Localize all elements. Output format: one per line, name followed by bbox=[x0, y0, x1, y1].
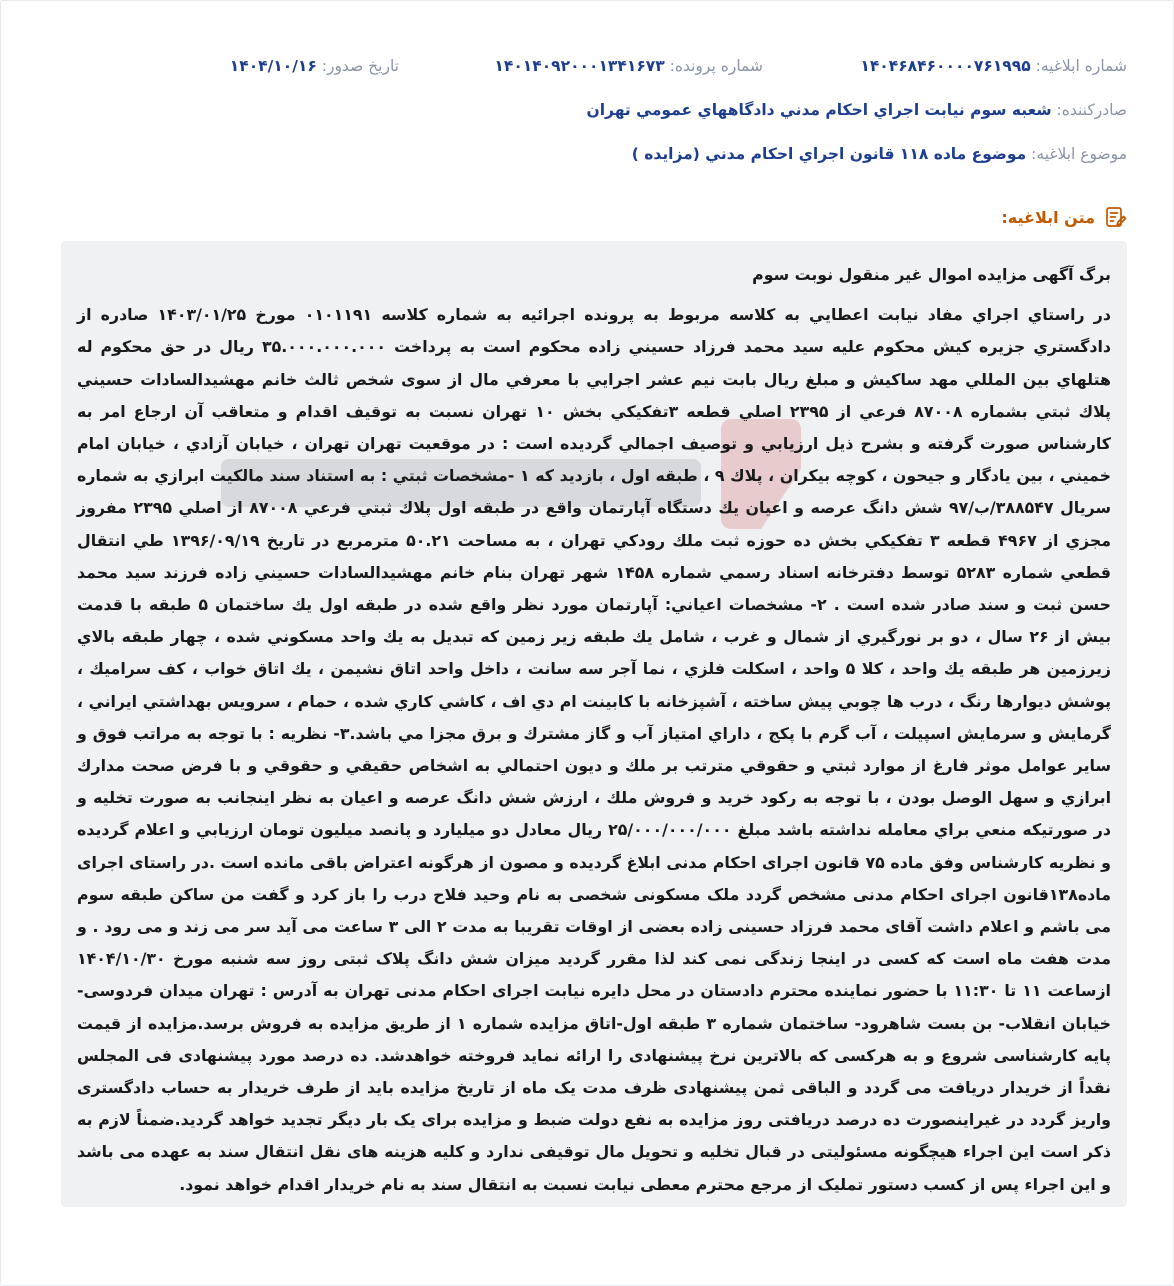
issuer-line bbox=[587, 101, 1127, 119]
case-number-label: شماره پرونده: bbox=[669, 57, 763, 75]
notice-paragraph: در راستاي اجراي مفاد نيابت اعطايي به كلاسه مربوط به پرونده اجرائيه به شماره كلاسه ۰۱۰۱۱۹۱ مورخ ۱۴۰۳/۰۱/۲۵ صادره از دادگستري جزيره كيش محكوم عليه سيد محمد فرزاد حسيني زاده محكوم است به پرداخت ۳۵.۰۰۰.۰۰۰.۰۰۰ ريال در حق محكوم له هتلهاي بين المللي مهد ساكيش و مبلغ ريال بابت نيم عشر اجرايي با معرفي مال از سوی شخص ثالث خانم مهشيدالسادات حسيني پلاك ثبتي بشماره ۸۷۰۰۸ فرعي از ۲۳۹۵ اصلي قطعه ۳تفكيكي بخش ۱۰ تهران نسبت به توقيف اقدام و متعاقب آن ارجاع امر به كارشناس صورت گرفته و بشرح ذيل ارزيابي و توصيف اجمالي گرديده است : در موقعيت تهران تهران ، خيابان آزادي ، خيابان امام خميني ، بين يادگار و جيحون ، كوچه بيكران ، پلاك ۹ ، طبقه اول ، بازديد كه ۱ -مشخصات ثبتي : به استناد سند مالكيت ابرازي به شماره سريال ۳۸۸۵۴۷/ب/۹۷ شش دانگ عرصه و اعيان يك دستگاه آپارتمان واقع در طبقه اول پلاك ثبتي فرعي ۸۷۰۰۸ از اصلي ۲۳۹۵ مفروز مجزي از ۴۹۶۷ قطعه ۳ تفكيكي بخش ده حوزه ثبت ملك رودكي تهران ، به مساحت ۵۰.۲۱ مترمربع در تاريخ ۱۳۹۶/۰۹/۱۹ طي انتقال قطعي شماره ۵۲۸۳ توسط دفترخانه اسناد رسمي شماره ۱۴۵۸ شهر تهران بنام خانم مهشيدالسادات حسيني زاده فرزند سيد محمد حسن ثبت و سند صادر شده است . ۲- مشخصات اعياني: آپارتمان مورد نظر واقع شده در طبقه اول يك ساختمان ۵ طبقه با قدمت بيش از ۲۶ سال ، دو بر نورگيري از شمال و غرب ، شامل يك طبقه زير زمين كه تبديل به يك واحد مسكوني شده ، چهار طبقه بالاي زيرزمين هر طبقه يك واحد ، كلا ۵ واحد ، اسكلت فلزي ، نما آجر سه سانت ، داخل واحد اتاق نشيمن ، يك اتاق خواب ، كف سراميك ، پوشش ديوارها رنگ ، درب ها چوبي پيش ساخته ، آشپزخانه با كابينت ام دي اف ، كاشي كاري شده ، حمام ، سرويس بهداشتي ايراني ، گرمايش و سرمايش اسپيلت ، آب گرم با پكج ، داراي امتياز آب و گاز مشترك و برق مجزا مي باشد.۳- نظريه : با توجه به مراتب فوق و ساير عوامل موثر فارغ از موارد ثبتي و حقوقي مترتب بر ملك و ديون احتمالي به اشخاص حقيقي و حقوقي و با فرض صحت مدارك ابرازي و سهل الوصل بودن ، با توجه به ركود خريد و فروش ملك ، ارزش شش دانگ عرصه و اعيان به نظر اينجانب به صورت تخليه و در صورتيكه منعي براي معامله نداشته باشد مبلغ ۲۵/۰۰۰/۰۰۰/۰۰۰ ريال معادل دو ميليارد و پانصد ميليون تومان ارزيابي و اعلام گرديده و نظريه كارشناس وفق ماده ۷۵ قانون اجرای احکام مدنی ابلاغ گرديده و مصون از هرگونه اعتراض باقی مانده است .در راستای اجرای ماده۱۳۸قانون اجرای احکام مدنی مشخص گردد ملک مسکونی شخصی به نام وحید فلاح درب را باز کرد و گفت من ساکن طبقه سوم می باشم و اعلام داشت آقای محمد فرزاد حسینی زاده بعضی از اوقات تقریبا به مدت ۲ الی ۳ ساعت می آید سر می زند و می رود . و مدت هفت ماه است که کسی در اینجا زندگی نمی کند لذا مقرر گردید میزان شش دانگ پلاک ثبتی روز سه شنبه مورخ ۱۴۰۴/۱۰/۳۰ ازساعت ۱۱ تا ۱۱:۳۰ با حضور نماینده محترم دادستان در محل دایره نیابت اجرای احکام مدنی تهران به آدرس : تهران میدان فردوسی-خیابان انقلاب- بن بست شاهرود- ساختمان شماره ۳ طبقه اول-اتاق مزایده شماره ۱ از طریق مزایده به فروش برسد.مزایده از قیمت پایه کارشناسی شروع و به هرکسی که بالاترین نرخ پیشنهادی را ارائه نماید فروخته خواهدشد. ده درصد مورد پیشنهادی فی المجلس نقداً از خریدار دریافت می گردد و الباقی ثمن پیشنهادی ظرف مدت یک ماه از تاریخ مزایده باید از طرف خریدار به حساب دادگستری واریز گردد در غیراینصورت ده درصد دریافتی روز مزایده به نفع دولت ضبط و مزایده برای یک بار دیگر تجدید خواهد گردید.ضمناً لازم به ذکر است این اجراء هیچگونه مسئولیتی در قبال تخلیه و تحویل مال توقیفی ندارد و کلیه هزینه های نقل انتقال سند به عهده می باشد و این اجراء پس از کسب دستور تملیک از مرجع محترم معطی نیابت نسبت به انتقال سند به نام خریدار اقدام خواهد نمود. bbox=[77, 305, 1112, 1194]
issue-date bbox=[230, 57, 399, 75]
notice-body bbox=[77, 259, 1111, 1201]
subject-label: موضوع ابلاغيه: bbox=[1031, 145, 1127, 163]
document-edit-icon bbox=[1103, 205, 1127, 229]
section-title: متن ابلاغيه: bbox=[1001, 207, 1095, 227]
meta-row bbox=[47, 57, 1127, 83]
section-heading bbox=[1001, 203, 1127, 231]
issue-date-label: تاريخ صدور: bbox=[321, 57, 399, 75]
case-number-value: ۱۴۰۱۴۰۹۲۰۰۰۱۳۴۱۶۷۳ bbox=[494, 57, 665, 75]
subject-value: موضوع ماده ۱۱۸ قانون اجراي احكام مدني (مزايده ) bbox=[631, 145, 1027, 163]
issue-date-value: ۱۴۰۴/۱۰/۱۶ bbox=[229, 57, 317, 75]
notice-text-panel bbox=[61, 241, 1127, 1207]
issuer-value: شعبه سوم نيابت اجراي احكام مدني دادگاههاي عمومي تهران bbox=[586, 101, 1052, 119]
notification-number-value: ۱۴۰۴۶۸۴۶۰۰۰۰۷۶۱۹۹۵ bbox=[860, 57, 1031, 75]
issuer-label: صادركننده: bbox=[1056, 101, 1127, 119]
case-number bbox=[494, 57, 763, 75]
notice-title: برگ آگهی مزايده اموال غير منقول نوبت سوم bbox=[752, 265, 1111, 284]
notification-number bbox=[860, 57, 1127, 75]
subject-line bbox=[632, 145, 1127, 163]
notification-number-label: شماره ابلاغيه: bbox=[1035, 57, 1127, 75]
